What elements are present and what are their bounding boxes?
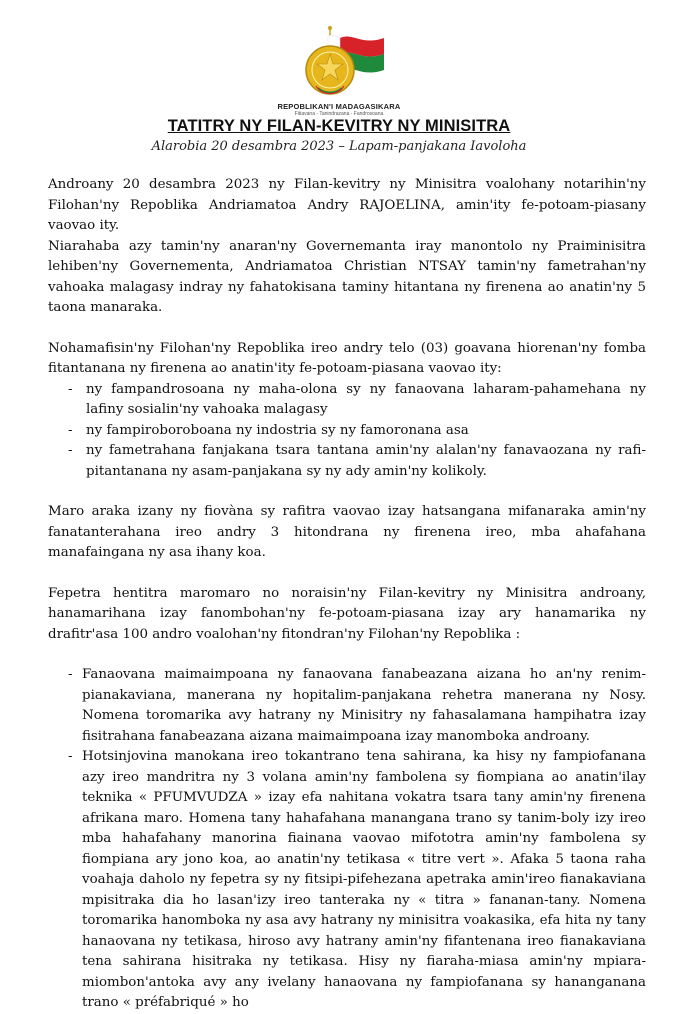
document-body bbox=[48, 175, 646, 1014]
paragraph: Nohamafisin'ny Filohan'ny Repoblika ireo andry telo (03) goavana hiorenan'ny fomba fitantanana ny firenena ao anatin'ity fe-potoam-piasana vaovao ity: bbox=[48, 340, 646, 376]
national-motto: Fitiavana - Tanindrazana - Fandrosoana bbox=[294, 111, 384, 117]
list-item: - ny fametrahana fanjakana tsara tantana amin'ny alalan'ny fanavaozana ny rafi-pitantanana ny asam-panjakana sy ny ady amin'ny kolikoly. bbox=[48, 441, 646, 482]
paragraph: Androany 20 desambra 2023 ny Filan-kevitry ny Minisitra voalohany notarihin'ny Filohan'ny Repoblika Andriamatoa Andry RAJOELINA, amin'ity fe-potoam-piasany vaovao ity. bbox=[48, 177, 646, 233]
list-item: - ny fampiroboroboana ny indostria sy ny famoronana asa bbox=[48, 421, 646, 442]
republic-name: REPOBLIKAN'I MADAGASIKARA bbox=[277, 102, 401, 111]
pillars-list bbox=[48, 380, 646, 483]
list-item: - Hotsinjovina manokana ireo tokantrano tena sahirana, ka hisy ny fampiofanana azy ireo mandritra ny 3 volana amin'ny fambolena sy fiompiana ao anatin'ilay teknika « PFUMVUDZA » izay efa nahitana vokatra tsara tany amin'ny firenena afrikana maro. Homena tany hahafahana manangana trano sy tanim-boly izy ireo mba hahafahany manorina fiainana vaovao mifototra amin'ny fambolena sy fiompiana ary jono koa, ao anatin'ny tetikasa « titre vert ». Afaka 5 taona raha voahaja daholo ny fepetra sy ny fitsipi-pifehezana apetraka amin'ireo fianakaviana mpisitraka dia ho lasan'izy ireo tanteraka ny « titra » fananan-tany. Nomena toromarika hanomboka ny asa avy hatrany ny minisitra voakasika, efa hita ny tany hanaovana ny tetikasa, hiroso avy hatrany amin'ny fifantenana ireo fianakaviana tena sahirana hisitraka ny tetikasa. Hisy ny fiaraha-miasa amin'ny mpiara-miombon'antoka avy any ivelany hanaovana ny fampiofanana sy hananganana trano « préfabriqué » ho bbox=[48, 747, 646, 1014]
paragraph: Maro araka izany ny fiovàna sy rafitra vaovao izay hatsangana mifanaraka amin'ny fanatanterahana ireo andry 3 hitondrana ny firenena ireo, mba ahafahana manafaingana ny asa ihany koa. bbox=[48, 504, 646, 560]
document-subtitle: Alarobia 20 desambra 2023 – Lapam-panjakana Iavoloha bbox=[151, 139, 527, 154]
list-item: - Fanaovana maimaimpoana ny fanaovana fanabeazana aizana ho an'ny renim-pianakaviana, manerana ny hopitalim-panjakana rehetra manerana ny Nosy. Nomena toromarika avy hatrany ny Minisitry ny fahasalamana hampihatra izay fisitrahana fanabeazana aizana maimaimpoana izay manomboka androany. bbox=[48, 665, 646, 747]
paragraph: Niarahaba azy tamin'ny anaran'ny Governemanta iray manontolo ny Praiminisitra lehiben'ny Governementa, Andriamatoa Christian NTSAY tamin'ny fametrahan'ny vahoaka malagasy indray ny fahatokisana taminy hitantana ny firenena ao anatin'ny 5 taona manaraka. bbox=[48, 238, 646, 315]
measures-list bbox=[48, 665, 646, 1014]
madagascar-emblem-icon bbox=[300, 24, 390, 106]
list-item: - ny fampandrosoana ny maha-olona sy ny fanaovana laharam-pahamehana ny lafiny sosialin'ny vahoaka malagasy bbox=[48, 380, 646, 421]
paragraph: Fepetra hentitra maromaro no noraisin'ny Filan-kevitry ny Minisitra androany, hanamarihana izay fanombohan'ny fe-potoam-piasana izay ary hanamarika ny drafitr'asa 100 andro voalohan'ny fitondran'ny Filohan'ny Repoblika : bbox=[48, 585, 646, 642]
document-title: TATITRY NY FILAN-KEVITRY NY MINISITRA bbox=[167, 117, 511, 135]
